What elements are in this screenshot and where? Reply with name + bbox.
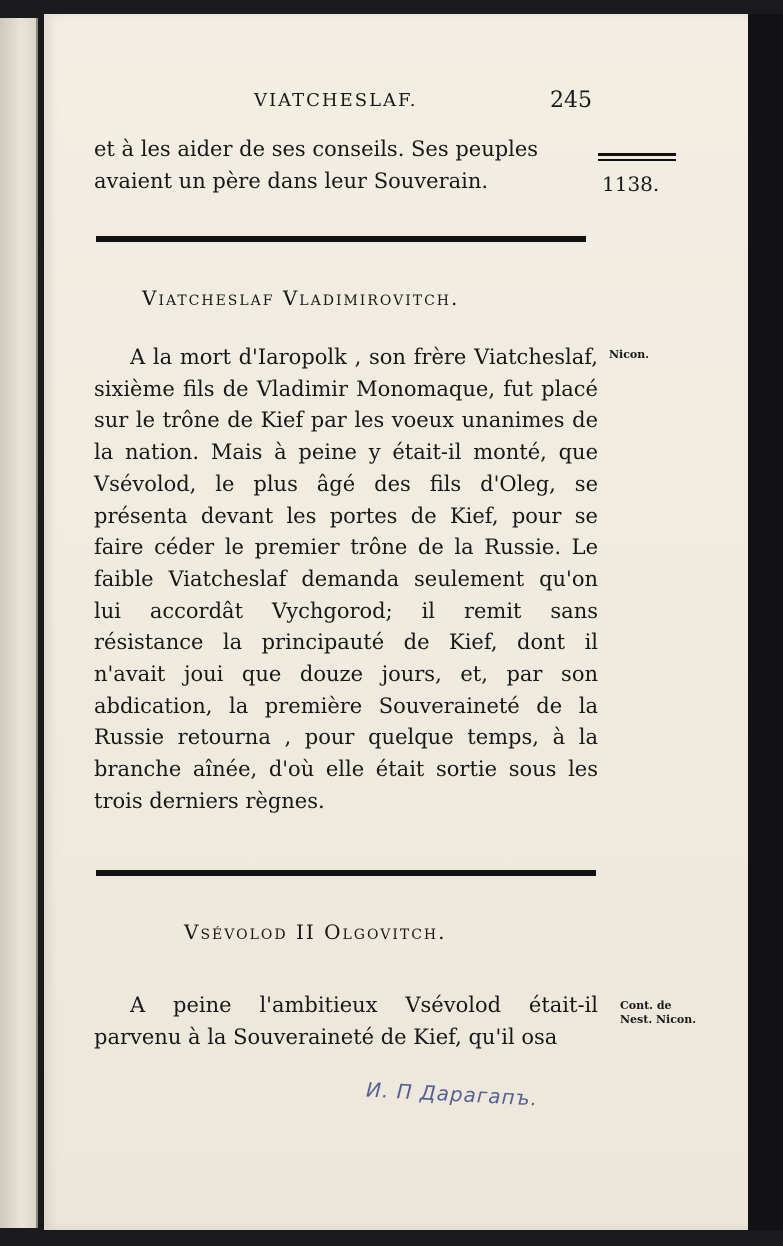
running-header: VIATCHESLAF. xyxy=(254,90,418,111)
margin-note-cont-nest xyxy=(620,999,696,1027)
carryover-line: avaient un père dans leur Souverain. xyxy=(94,168,489,193)
adjacent-page-edge xyxy=(0,18,38,1228)
paragraph-viatcheslaf xyxy=(94,342,598,818)
paragraph-text: A peine l'ambitieux Vsévolod était-il parvenu à la Souveraineté de Kief, qu'il osa xyxy=(94,993,598,1049)
margin-note-nicon: Nicon. xyxy=(609,348,650,361)
book-page xyxy=(44,14,748,1230)
page-number: 245 xyxy=(550,88,592,113)
section-divider xyxy=(96,236,586,242)
margin-note-line: Nest. Nicon. xyxy=(620,1013,697,1026)
margin-dash-mark xyxy=(598,153,676,161)
paragraph-text: A la mort d'Iaropolk , son frère Viatcheslaf, sixième fils de Vladimir Monomaque, fut placé sur le trône de Kief par les voeux unanimes de la nation. Mais à peine y était-il monté, que Vsévolod, le plus âgé des fils d'Oleg, se présenta devant les portes de Kief, pour se faire céder le premier trône de la Russie. Le faible Viatcheslaf demanda seulement qu'on lui accordât Vychgorod; il remit sans résistance la principauté de Kief, dont il n'avait joui que douze jours, et, par son abdication, la première Souveraineté de la Russie retourna , pour quelque temps, à la branche aînée, d'où elle était sortie sous les trois derniers règnes. xyxy=(94,345,598,813)
section-divider xyxy=(96,870,596,876)
carryover-line: et à les aider de ses conseils. Ses peuples xyxy=(94,137,539,161)
margin-year: 1138. xyxy=(602,172,660,196)
background-edge xyxy=(748,14,783,1230)
margin-note-line: Cont. de xyxy=(620,999,672,1012)
section-title-vsevolod: Vsévolod II Olgovitch. xyxy=(184,920,447,944)
paragraph-vsevolod xyxy=(94,990,598,1053)
section-title-viatcheslaf: Viatcheslaf Vladimirovitch. xyxy=(142,286,460,310)
ownership-stamp: И. П Дарагапъ. xyxy=(365,1077,539,1111)
carryover-paragraph xyxy=(94,134,598,197)
